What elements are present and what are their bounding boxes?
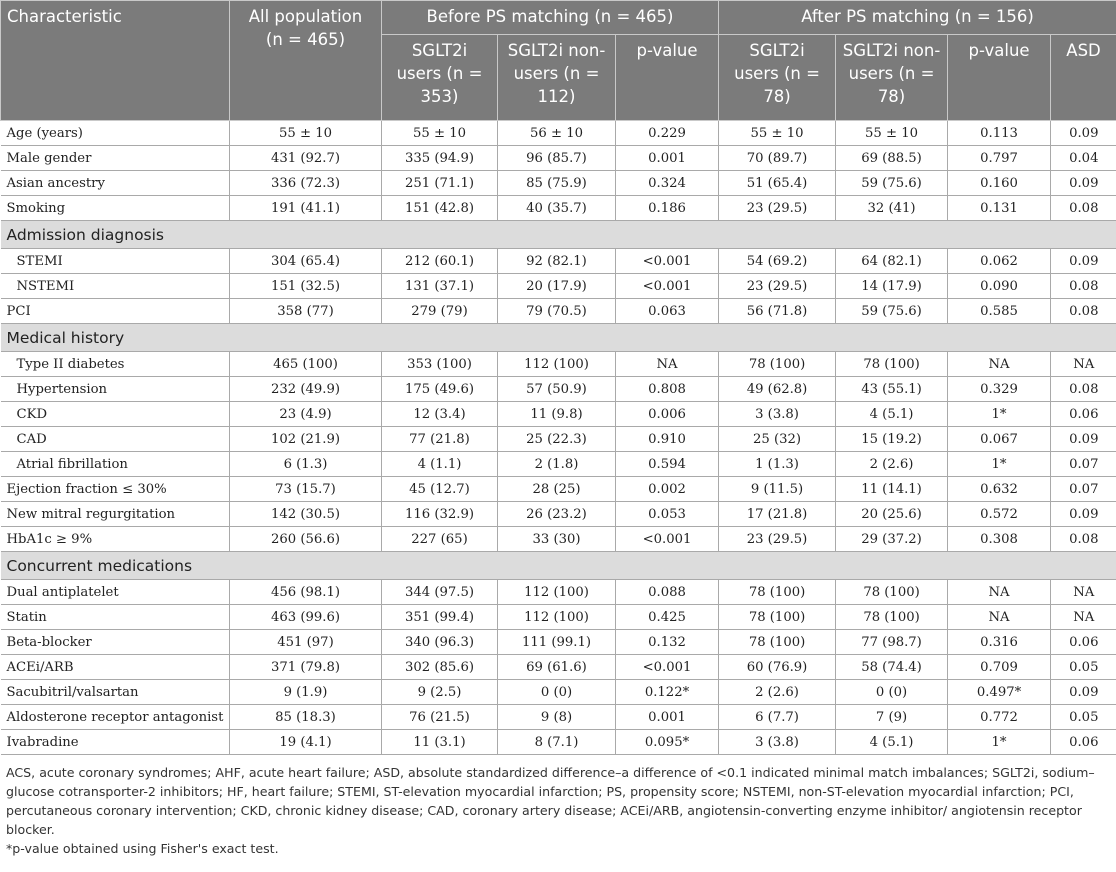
row-label: Type II diabetes: [1, 352, 230, 377]
table-cell: 56 ± 10: [498, 121, 616, 146]
table-cell: 4 (1.1): [382, 452, 498, 477]
header-before-ps-matching: Before PS matching (n = 465): [382, 1, 719, 35]
table-cell: 28 (25): [498, 477, 616, 502]
table-cell: 0.063: [616, 299, 719, 324]
table-cell: 102 (21.9): [230, 427, 382, 452]
table-cell: 302 (85.6): [382, 655, 498, 680]
table-cell: 232 (49.9): [230, 377, 382, 402]
table-cell: 11 (9.8): [498, 402, 616, 427]
table-cell: 1 (1.3): [719, 452, 836, 477]
table-cell: 0.08: [1051, 274, 1116, 299]
table-cell: 0.594: [616, 452, 719, 477]
section-label: Medical history: [1, 324, 1116, 352]
table-cell: 260 (56.6): [230, 527, 382, 552]
table-cell: 33 (30): [498, 527, 616, 552]
table-cell: 69 (61.6): [498, 655, 616, 680]
table-cell: 0.09: [1051, 502, 1116, 527]
table-cell: 57 (50.9): [498, 377, 616, 402]
table-cell: 0.113: [948, 121, 1051, 146]
table-cell: 23 (4.9): [230, 402, 382, 427]
table-row: [1, 502, 1116, 527]
table-cell: 9 (11.5): [719, 477, 836, 502]
table-cell: 116 (32.9): [382, 502, 498, 527]
table-cell: 112 (100): [498, 605, 616, 630]
subheader-before-users: SGLT2i users (n = 353): [382, 35, 498, 121]
table-cell: 0.316: [948, 630, 1051, 655]
table-cell: NA: [948, 352, 1051, 377]
table-cell: 0.08: [1051, 527, 1116, 552]
table-cell: 78 (100): [719, 605, 836, 630]
table-cell: 353 (100): [382, 352, 498, 377]
row-label: ACEi/ARB: [1, 655, 230, 680]
table-cell: 0.632: [948, 477, 1051, 502]
table-cell: 0.772: [948, 705, 1051, 730]
table-cell: NA: [1051, 352, 1116, 377]
table-cell: 14 (17.9): [836, 274, 948, 299]
table-cell: 112 (100): [498, 580, 616, 605]
table-row: [1, 527, 1116, 552]
table-cell: 0.09: [1051, 249, 1116, 274]
table-cell: 78 (100): [719, 580, 836, 605]
table-cell: 70 (89.7): [719, 146, 836, 171]
table-cell: 0.09: [1051, 121, 1116, 146]
table-cell: NA: [1051, 605, 1116, 630]
table-cell: 11 (3.1): [382, 730, 498, 755]
table-cell: 0 (0): [498, 680, 616, 705]
subheader-before-p-value: p-value: [616, 35, 719, 121]
section-row: [1, 324, 1116, 352]
table-cell: 0.090: [948, 274, 1051, 299]
table-cell: 85 (18.3): [230, 705, 382, 730]
table-cell: 6 (1.3): [230, 452, 382, 477]
table-cell: 25 (22.3): [498, 427, 616, 452]
row-label: Age (years): [1, 121, 230, 146]
row-label: Aldosterone receptor antagonist: [1, 705, 230, 730]
row-label: Atrial fibrillation: [1, 452, 230, 477]
table-cell: 336 (72.3): [230, 171, 382, 196]
table-row: [1, 427, 1116, 452]
row-label: CAD: [1, 427, 230, 452]
table-cell: 0.07: [1051, 452, 1116, 477]
table-cell: 59 (75.6): [836, 299, 948, 324]
table-cell: 142 (30.5): [230, 502, 382, 527]
row-label: Ejection fraction ≤ 30%: [1, 477, 230, 502]
table-cell: 112 (100): [498, 352, 616, 377]
table-cell: 0.002: [616, 477, 719, 502]
table-row: [1, 146, 1116, 171]
row-label: Ivabradine: [1, 730, 230, 755]
table-cell: 0.04: [1051, 146, 1116, 171]
table-cell: NA: [616, 352, 719, 377]
table-cell: 0.08: [1051, 196, 1116, 221]
table-row: [1, 377, 1116, 402]
table-cell: 227 (65): [382, 527, 498, 552]
table-cell: 0.09: [1051, 680, 1116, 705]
table-cell: 0 (0): [836, 680, 948, 705]
table-cell: 0.067: [948, 427, 1051, 452]
table-cell: 191 (41.1): [230, 196, 382, 221]
table-cell: 20 (25.6): [836, 502, 948, 527]
table-cell: 78 (100): [836, 580, 948, 605]
section-label: Concurrent medications: [1, 552, 1116, 580]
table-cell: 0.095*: [616, 730, 719, 755]
table-cell: 0.001: [616, 705, 719, 730]
table-cell: 1*: [948, 452, 1051, 477]
table-cell: 92 (82.1): [498, 249, 616, 274]
table-cell: 0.06: [1051, 630, 1116, 655]
table-cell: 431 (92.7): [230, 146, 382, 171]
table-cell: 0.308: [948, 527, 1051, 552]
table-cell: 54 (69.2): [719, 249, 836, 274]
table-cell: 0.910: [616, 427, 719, 452]
table-cell: 151 (42.8): [382, 196, 498, 221]
table-cell: 0.808: [616, 377, 719, 402]
table-cell: 45 (12.7): [382, 477, 498, 502]
table-cell: 55 ± 10: [836, 121, 948, 146]
table-cell: 12 (3.4): [382, 402, 498, 427]
table-row: [1, 171, 1116, 196]
table-cell: <0.001: [616, 527, 719, 552]
table-cell: 78 (100): [719, 352, 836, 377]
table-cell: 0.08: [1051, 299, 1116, 324]
table-cell: 9 (1.9): [230, 680, 382, 705]
table-row: [1, 121, 1116, 146]
table-cell: 78 (100): [836, 605, 948, 630]
table-cell: 77 (21.8): [382, 427, 498, 452]
table-row: [1, 680, 1116, 705]
table-row: [1, 274, 1116, 299]
table-cell: 465 (100): [230, 352, 382, 377]
table-row: [1, 630, 1116, 655]
table-cell: 29 (37.2): [836, 527, 948, 552]
table-cell: 131 (37.1): [382, 274, 498, 299]
row-label: Male gender: [1, 146, 230, 171]
table-cell: 304 (65.4): [230, 249, 382, 274]
table-body: [1, 121, 1116, 755]
table-cell: <0.001: [616, 249, 719, 274]
table-cell: 0.001: [616, 146, 719, 171]
table-cell: 3 (3.8): [719, 402, 836, 427]
table-cell: 26 (23.2): [498, 502, 616, 527]
table-cell: 111 (99.1): [498, 630, 616, 655]
table-cell: 0.05: [1051, 655, 1116, 680]
table-cell: 69 (88.5): [836, 146, 948, 171]
section-row: [1, 552, 1116, 580]
table-cell: <0.001: [616, 655, 719, 680]
table-cell: 85 (75.9): [498, 171, 616, 196]
row-label: Smoking: [1, 196, 230, 221]
header-after-ps-matching: After PS matching (n = 156): [719, 1, 1116, 35]
header-all-population: [230, 1, 382, 121]
table-row: [1, 402, 1116, 427]
table-cell: 32 (41): [836, 196, 948, 221]
table-cell: 0.132: [616, 630, 719, 655]
table-cell: <0.001: [616, 274, 719, 299]
table-cell: 51 (65.4): [719, 171, 836, 196]
table-cell: 279 (79): [382, 299, 498, 324]
table-cell: 0.07: [1051, 477, 1116, 502]
table-row: [1, 452, 1116, 477]
table-cell: NA: [1051, 580, 1116, 605]
row-label: New mitral regurgitation: [1, 502, 230, 527]
table-cell: 76 (21.5): [382, 705, 498, 730]
table-cell: 55 ± 10: [382, 121, 498, 146]
table-cell: 8 (7.1): [498, 730, 616, 755]
subheader-after-non-users: SGLT2i non-users (n = 78): [836, 35, 948, 121]
table-cell: 1*: [948, 402, 1051, 427]
table-cell: 55 ± 10: [230, 121, 382, 146]
table-cell: 0.160: [948, 171, 1051, 196]
table-cell: 9 (2.5): [382, 680, 498, 705]
row-label: CKD: [1, 402, 230, 427]
table-cell: 251 (71.1): [382, 171, 498, 196]
subheader-after-p-value: p-value: [948, 35, 1051, 121]
table-cell: 58 (74.4): [836, 655, 948, 680]
table-cell: 23 (29.5): [719, 196, 836, 221]
table-header: [1, 1, 1116, 121]
table-cell: 78 (100): [836, 352, 948, 377]
subheader-before-non-users: SGLT2i non-users (n = 112): [498, 35, 616, 121]
row-label: STEMI: [1, 249, 230, 274]
subheader-asd: ASD: [1051, 35, 1116, 121]
table-cell: 25 (32): [719, 427, 836, 452]
table-cell: 0.05: [1051, 705, 1116, 730]
table-cell: 0.062: [948, 249, 1051, 274]
row-label: Sacubitril/valsartan: [1, 680, 230, 705]
table-cell: 0.572: [948, 502, 1051, 527]
table-cell: 96 (85.7): [498, 146, 616, 171]
table-cell: 20 (17.9): [498, 274, 616, 299]
table-cell: 79 (70.5): [498, 299, 616, 324]
table-row: [1, 655, 1116, 680]
table-cell: 40 (35.7): [498, 196, 616, 221]
table-cell: 0.425: [616, 605, 719, 630]
table-cell: 2 (1.8): [498, 452, 616, 477]
table-row: [1, 352, 1116, 377]
table-cell: 19 (4.1): [230, 730, 382, 755]
table-cell: 73 (15.7): [230, 477, 382, 502]
table-row: [1, 299, 1116, 324]
table-cell: 456 (98.1): [230, 580, 382, 605]
table-cell: 60 (76.9): [719, 655, 836, 680]
section-label: Admission diagnosis: [1, 221, 1116, 249]
table-row: [1, 249, 1116, 274]
table-cell: 0.09: [1051, 171, 1116, 196]
table-cell: 3 (3.8): [719, 730, 836, 755]
table-cell: 0.186: [616, 196, 719, 221]
table-cell: 9 (8): [498, 705, 616, 730]
row-label: PCI: [1, 299, 230, 324]
table-row: [1, 477, 1116, 502]
table-cell: 0.497*: [948, 680, 1051, 705]
table-cell: 371 (79.8): [230, 655, 382, 680]
table-cell: 1*: [948, 730, 1051, 755]
table-cell: 4 (5.1): [836, 402, 948, 427]
row-label: HbA1c ≥ 9%: [1, 527, 230, 552]
table-cell: 351 (99.4): [382, 605, 498, 630]
table-cell: 23 (29.5): [719, 274, 836, 299]
table-cell: 43 (55.1): [836, 377, 948, 402]
table-cell: 11 (14.1): [836, 477, 948, 502]
table-cell: 49 (62.8): [719, 377, 836, 402]
table-cell: 0.09: [1051, 427, 1116, 452]
table-row: [1, 580, 1116, 605]
table-cell: 0.329: [948, 377, 1051, 402]
table-row: [1, 730, 1116, 755]
table-cell: 2 (2.6): [836, 452, 948, 477]
table-cell: 212 (60.1): [382, 249, 498, 274]
table-row: [1, 705, 1116, 730]
table-cell: 335 (94.9): [382, 146, 498, 171]
footnote-fisher: *p-value obtained using Fisher's exact test.: [6, 841, 279, 856]
table-cell: 4 (5.1): [836, 730, 948, 755]
table-cell: 59 (75.6): [836, 171, 948, 196]
table-cell: 0.088: [616, 580, 719, 605]
table-cell: 0.131: [948, 196, 1051, 221]
header-all-population-label: All population: [248, 7, 363, 26]
table-row: [1, 196, 1116, 221]
table-cell: 55 ± 10: [719, 121, 836, 146]
table-cell: 56 (71.8): [719, 299, 836, 324]
table-footnote: [0, 755, 1116, 858]
table-cell: 23 (29.5): [719, 527, 836, 552]
row-label: Dual antiplatelet: [1, 580, 230, 605]
row-label: Asian ancestry: [1, 171, 230, 196]
row-label: Hypertension: [1, 377, 230, 402]
table-cell: 0.122*: [616, 680, 719, 705]
table-cell: 151 (32.5): [230, 274, 382, 299]
section-row: [1, 221, 1116, 249]
table-cell: 0.006: [616, 402, 719, 427]
table-cell: 451 (97): [230, 630, 382, 655]
table-cell: NA: [948, 580, 1051, 605]
subheader-after-users: SGLT2i users (n = 78): [719, 35, 836, 121]
table-cell: 358 (77): [230, 299, 382, 324]
table-cell: 175 (49.6): [382, 377, 498, 402]
table-cell: 15 (19.2): [836, 427, 948, 452]
table-cell: 0.08: [1051, 377, 1116, 402]
table-cell: 78 (100): [719, 630, 836, 655]
table-cell: 0.585: [948, 299, 1051, 324]
header-all-population-n: (n = 465): [265, 30, 346, 49]
table-cell: 0.06: [1051, 402, 1116, 427]
table-cell: 344 (97.5): [382, 580, 498, 605]
table-cell: 64 (82.1): [836, 249, 948, 274]
table-cell: 0.324: [616, 171, 719, 196]
table-cell: 463 (99.6): [230, 605, 382, 630]
table-cell: 2 (2.6): [719, 680, 836, 705]
table-cell: 77 (98.7): [836, 630, 948, 655]
table-cell: 0.229: [616, 121, 719, 146]
table-cell: 6 (7.7): [719, 705, 836, 730]
table-cell: 7 (9): [836, 705, 948, 730]
table-cell: NA: [948, 605, 1051, 630]
table-cell: 0.053: [616, 502, 719, 527]
table-cell: 0.06: [1051, 730, 1116, 755]
table-cell: 0.709: [948, 655, 1051, 680]
row-label: Beta-blocker: [1, 630, 230, 655]
table-cell: 17 (21.8): [719, 502, 836, 527]
header-characteristic: Characteristic: [1, 1, 230, 121]
footnote-abbreviations: ACS, acute coronary syndromes; AHF, acute heart failure; ASD, absolute standardized difference–a difference of <0.1 indicated minimal match imbalances; SGLT2i, sodium–glucose cotransporter-2 inhibitors; HF, heart failure; STEMI, ST-elevation myocardial infarction; PS, propensity score; NSTEMI, non-ST-elevation myocardial infarction; PCI, percutaneous coronary intervention; CKD, chronic kidney disease; CAD, coronary artery disease; ACEi/ARB, angiotensin-converting enzyme inhibitor/ angiotensin receptor blocker.: [6, 765, 1095, 837]
table-cell: 340 (96.3): [382, 630, 498, 655]
table-row: [1, 605, 1116, 630]
row-label: Statin: [1, 605, 230, 630]
table-cell: 0.797: [948, 146, 1051, 171]
row-label: NSTEMI: [1, 274, 230, 299]
